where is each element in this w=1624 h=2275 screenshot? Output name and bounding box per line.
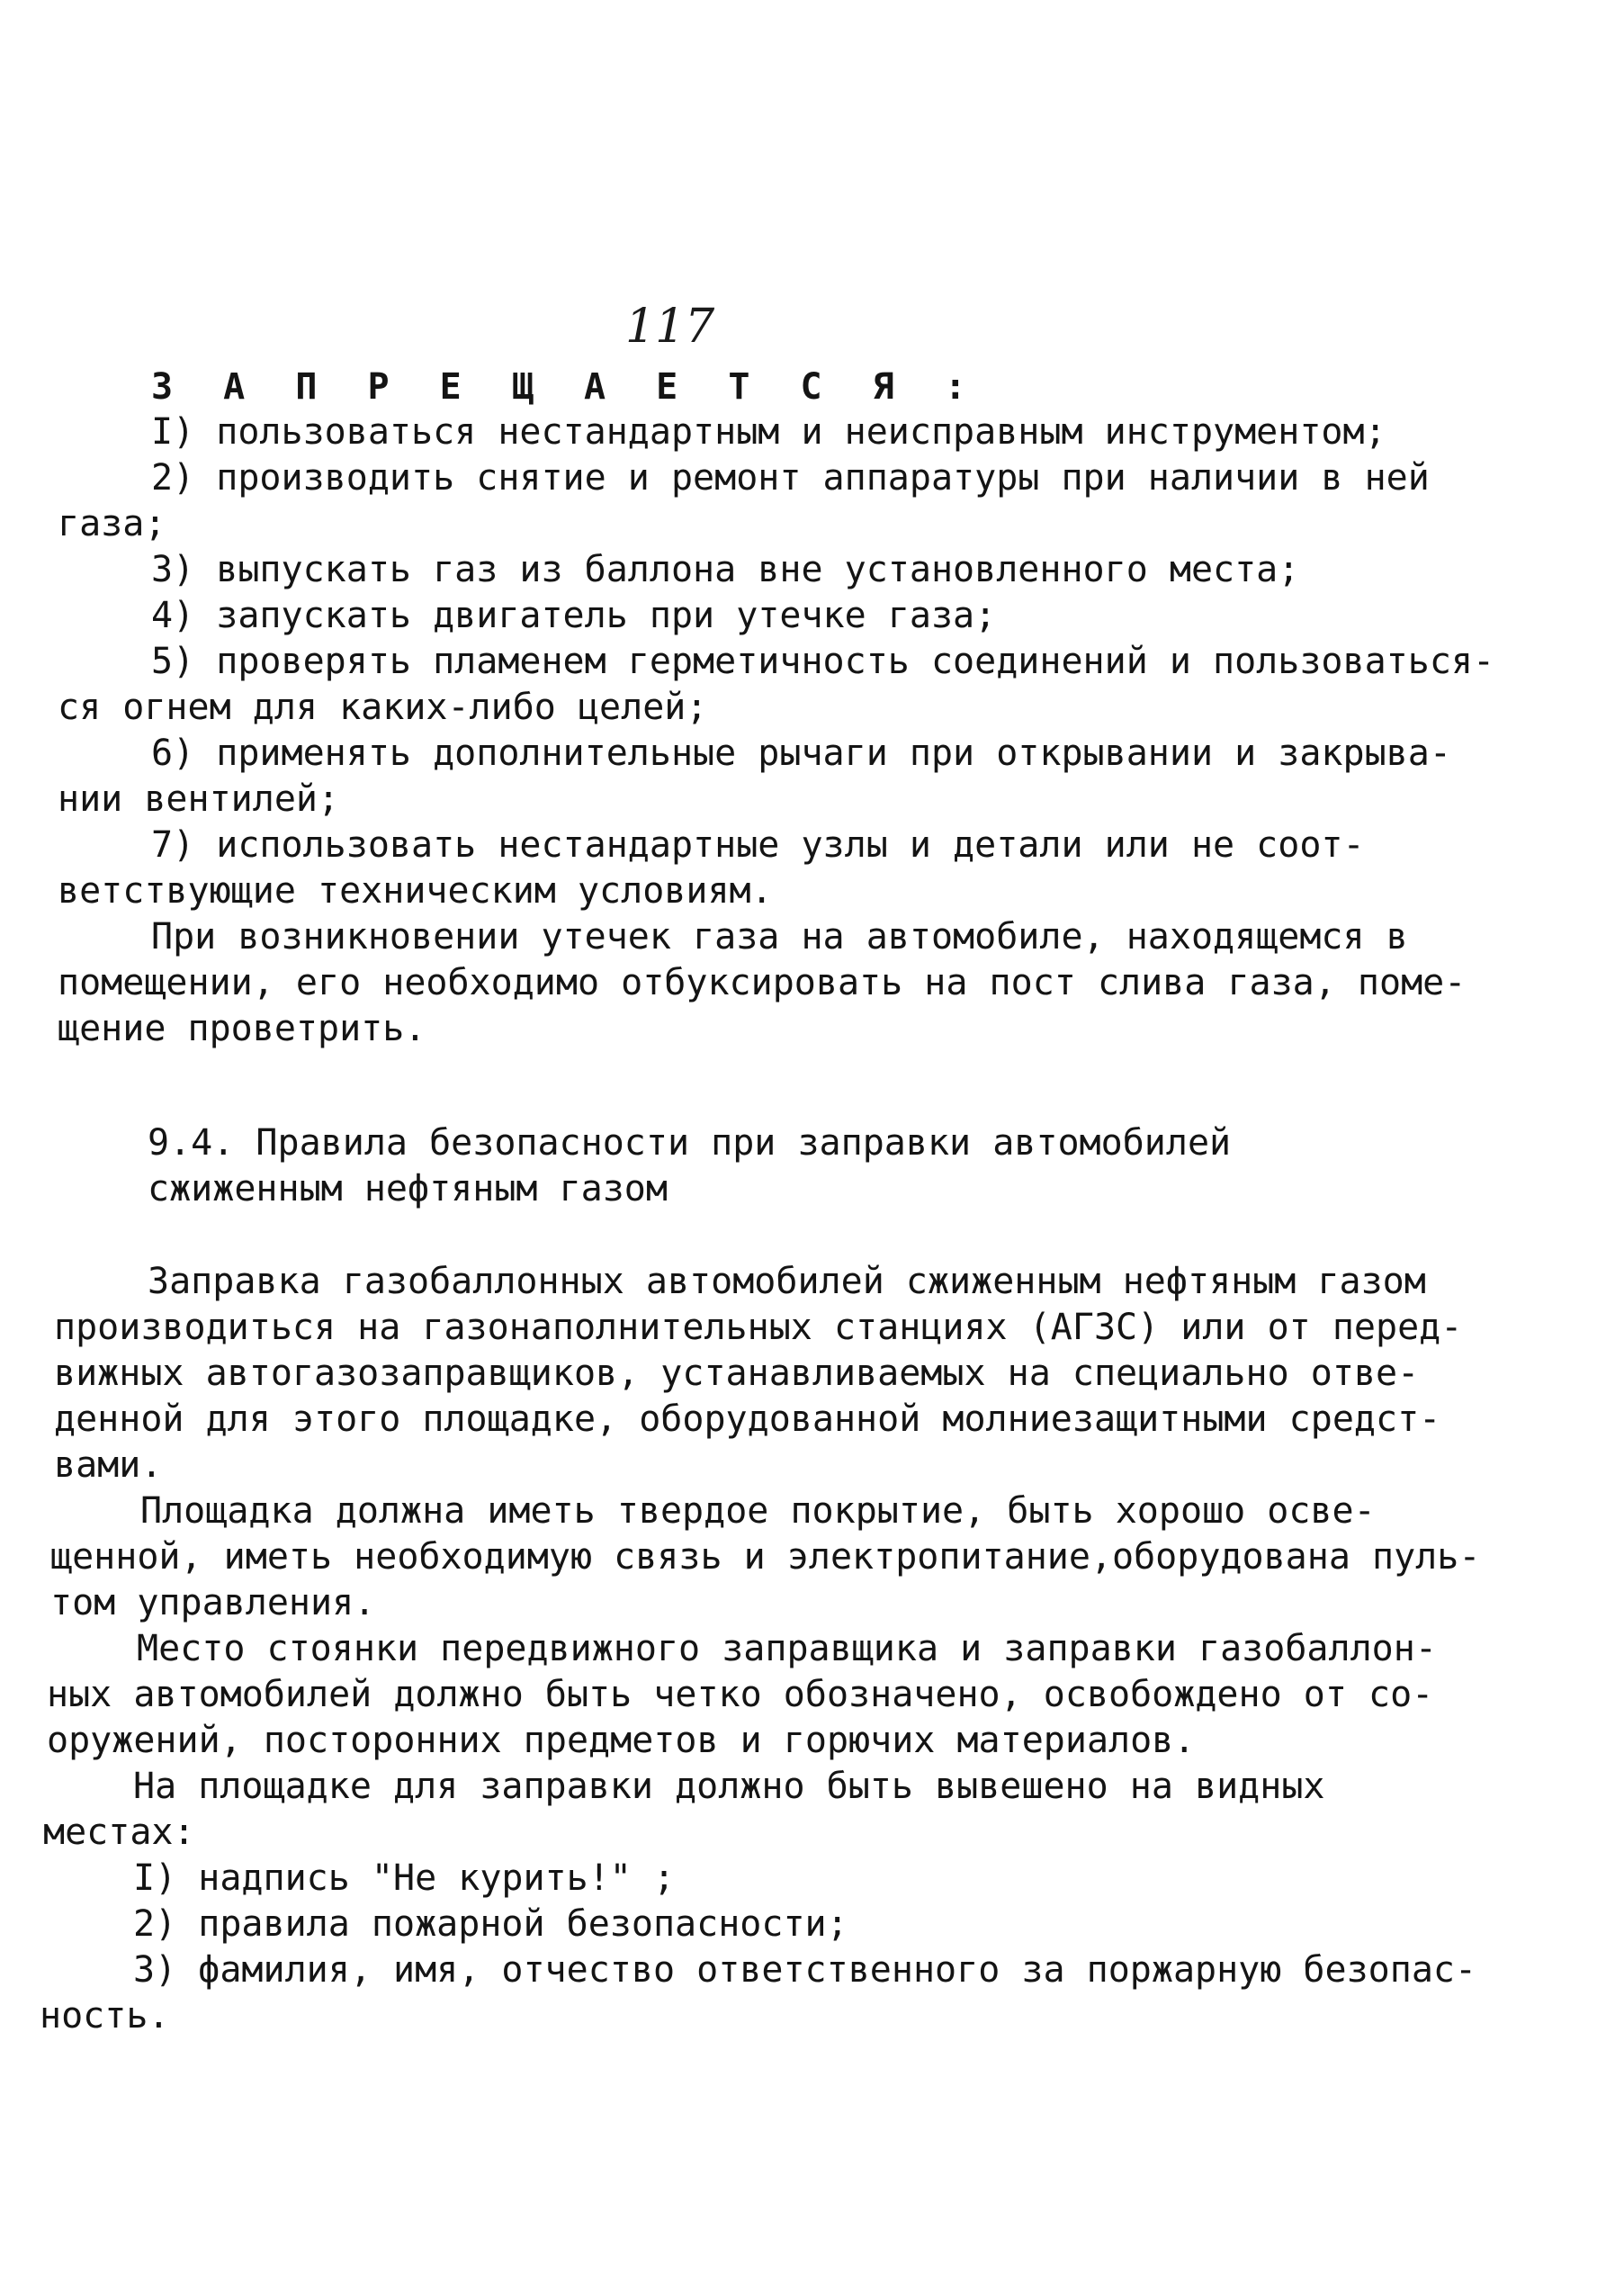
- sign-item-continuation: ность.: [40, 1995, 170, 2037]
- paragraph-line: производиться на газонаполнительных станциях (АГЗС) или от перед-: [54, 1307, 1463, 1348]
- prohibited-item: I) пользоваться нестандартным и неисправным инструментом;: [151, 411, 1386, 453]
- paragraph-line: денной для этого площадке, оборудованной молниезащитными средст-: [54, 1398, 1441, 1440]
- prohibited-item-continuation: ветствующие техническим условиям.: [58, 870, 773, 912]
- paragraph-line: том управления.: [50, 1582, 376, 1623]
- sign-item: I) надпись "Не курить!" ;: [133, 1857, 676, 1899]
- prohibited-item: 3) выпускать газ из баллона вне установленного места;: [151, 549, 1300, 590]
- leak-paragraph-line: помещении, его необходимо отбуксировать на пост слива газа, поме-: [58, 962, 1467, 1003]
- paragraph-line: местах:: [43, 1812, 195, 1853]
- paragraph-line: Заправка газобаллонных автомобилей сжиженным нефтяным газом: [148, 1261, 1426, 1302]
- paragraph-line: щенной, иметь необходимую связь и электропитание,оборудована пуль-: [50, 1536, 1481, 1578]
- leak-paragraph-line: щение проветрить.: [58, 1008, 426, 1049]
- prohibited-item-continuation: газа;: [58, 503, 166, 544]
- leak-paragraph-line: При возникновении утечек газа на автомобиле, находящемся в: [151, 916, 1408, 958]
- sign-item: 2) правила пожарной безопасности;: [133, 1903, 848, 1945]
- prohibited-item-continuation: нии вентилей;: [58, 778, 340, 820]
- prohibited-item: 4) запускать двигатель при утечке газа;: [151, 595, 997, 636]
- paragraph-line: оружений, посторонних предметов и горючих материалов.: [47, 1720, 1196, 1761]
- prohibited-item: 5) проверять пламенем герметичность соединений и пользоваться-: [151, 641, 1495, 682]
- prohibited-item-continuation: ся огнем для каких-либо целей;: [58, 687, 708, 728]
- prohibited-item: 7) использовать нестандартные узлы и детали или не соот-: [151, 824, 1365, 866]
- paragraph-line: На площадке для заправки должно быть вывешено на видных: [133, 1766, 1325, 1807]
- prohibited-item: 2) производить снятие и ремонт аппаратуры при наличии в ней: [151, 457, 1430, 499]
- section-title-line2: сжиженным нефтяным газом: [148, 1168, 668, 1209]
- prohibited-heading: З А П Р Е Щ А Е Т С Я :: [151, 366, 981, 408]
- paragraph-line: вижных автогазозаправщиков, устанавливаемых на специально отве-: [54, 1353, 1420, 1394]
- paragraph-line: ных автомобилей должно быть четко обозначено, освобождено от со-: [47, 1674, 1434, 1715]
- page-number: 117: [625, 300, 715, 354]
- paragraph-line: Место стоянки передвижного заправщика и заправки газобаллон-: [137, 1628, 1437, 1669]
- prohibited-item: 6) применять дополнительные рычаги при открывании и закрыва-: [151, 733, 1451, 774]
- paragraph-line: вами.: [54, 1444, 163, 1486]
- section-title-line1: 9.4. Правила безопасности при заправки автомобилей: [148, 1122, 1232, 1164]
- paragraph-line: Площадка должна иметь твердое покрытие, быть хорошо осве-: [140, 1490, 1376, 1532]
- sign-item: 3) фамилия, имя, отчество ответственного за поржарную безопас-: [133, 1949, 1477, 1991]
